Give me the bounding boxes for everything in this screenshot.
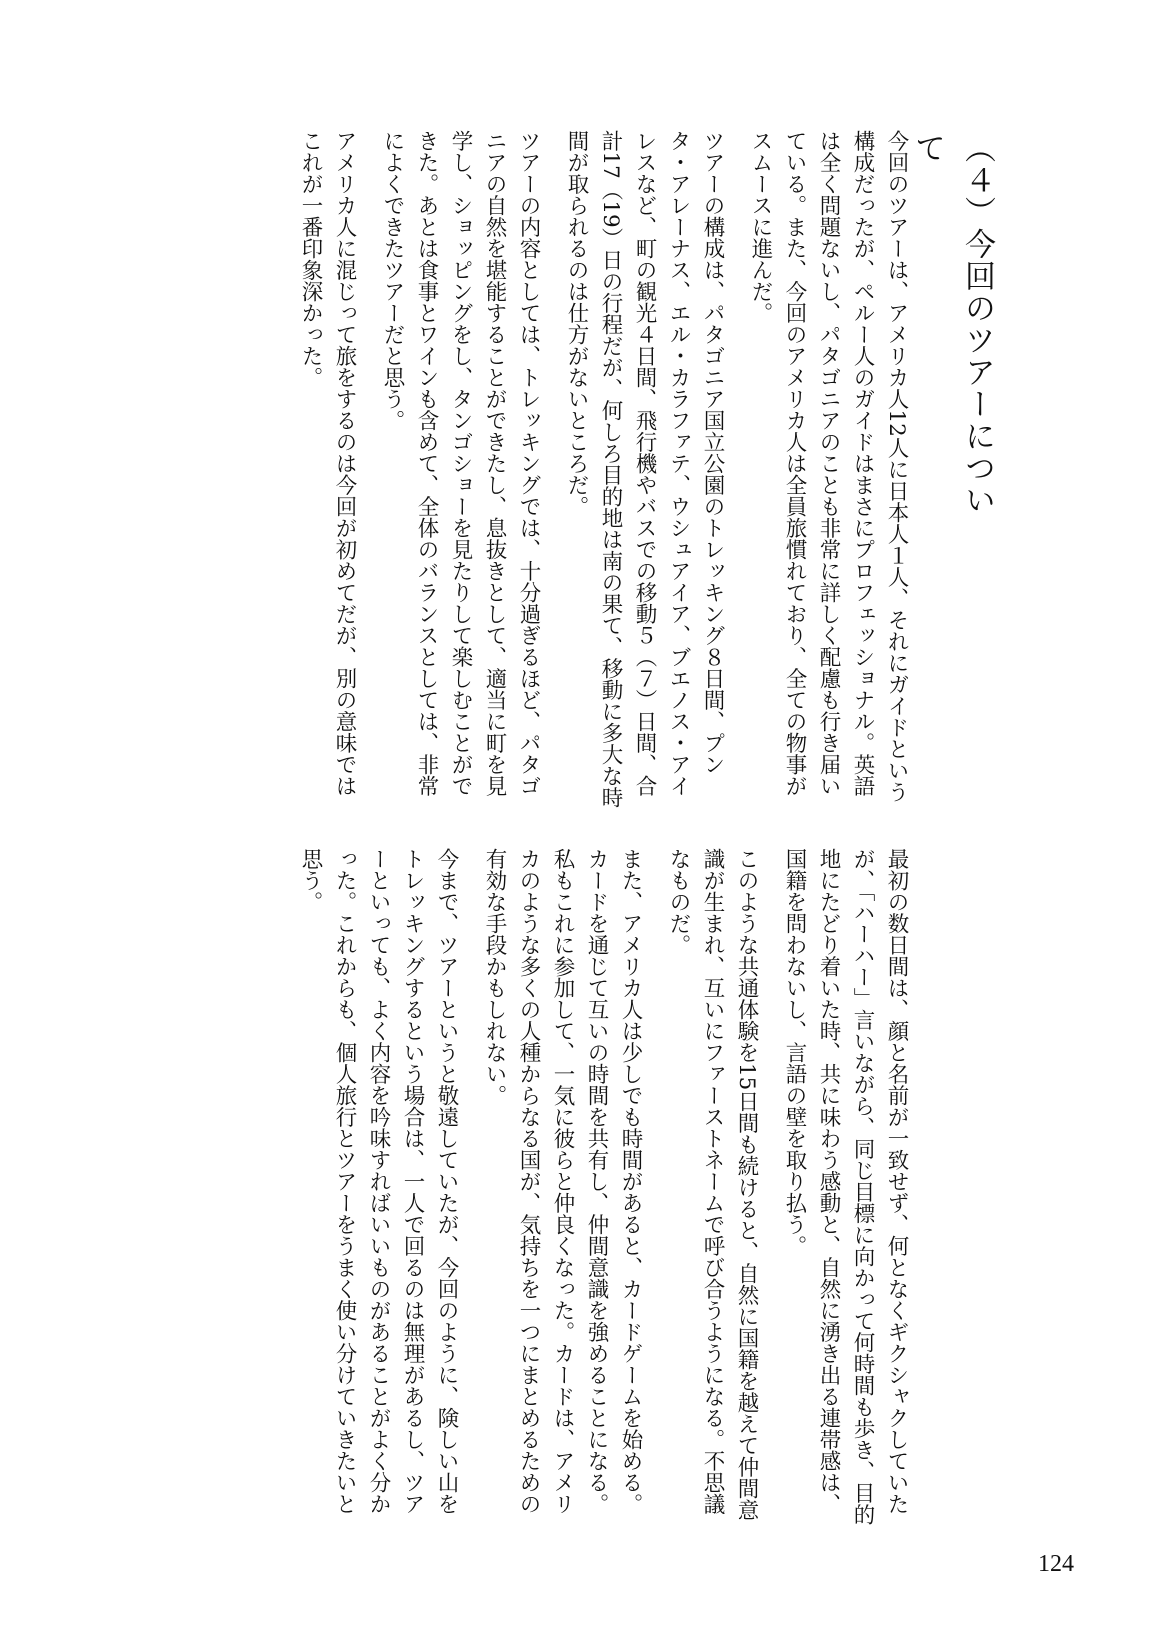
upper-text-block bbox=[279, 130, 913, 810]
paragraph: このような共通体験を15日間も続けると、自然に国籍を越えて仲間意識が生まれ、互いにファーストネームで呼び合うようになる。不思議なものだ。 bbox=[666, 848, 759, 1521]
paragraph: 今まで、ツアーというと敬遠していたが、今回のように、険しい山をトレッキングするという場合は、一人で回るのは無理があるし、ツアーといっても、よく内容を吟味すればいいものがあることがよく分かった。これからも、個人旅行とツアーをうまく使い分けていきたいと思う。 bbox=[298, 848, 459, 1515]
paragraph: ツアーの内容としては、トレッキングでは、十分過ぎるほど、パタゴニアの自然を堪能することができたし、息抜きとして、適当に町を見学し、ショッピングをし、タンゴショーを見たりして楽しむことができた。あとは食事とワインも含めて、全体のバランスとしては、非常によくできたツアーだと思う。 bbox=[380, 130, 541, 797]
paragraph: 最初の数日間は、顔と名前が一致せず、何となくギクシャクしていたが、「ハーハー」言いながら、同じ目標に向かって何時間も歩き、目的地にたどり着いた時、共に味わう感動と、自然に湧き出る連帯感は、国籍を問わないし、言語の壁を取り払う。 bbox=[782, 848, 909, 1526]
paragraph: 今回のツアーは、アメリカ人12人に日本人１人、それにガイドという構成だったが、ペルー人のガイドはまさにプロフェッショナル。英語は全く問題ないし、パタゴニアのことも非常に詳しく配慮も行き届いている。また、今回のアメリカ人は全員旅慣れており、全ての物事がスムースに進んだ。 bbox=[748, 130, 909, 803]
section-title: （４）今回のツアーについて bbox=[909, 132, 995, 516]
paragraph: アメリカ人に混じって旅をするのは今回が初めてだが、別の意味ではこれが一番印象深かった。 bbox=[298, 130, 357, 797]
page-number: 124 bbox=[1038, 1551, 1074, 1577]
paragraph: ツアーの構成は、パタゴニア国立公園のトレッキング８日間、プンタ・アレーナス、エル・カラファテ、ウシュアイア、ブエノス・アイレスなど、町の観光４日間、飛行機やバスでの移動５（７）日間、合計17（19）日の行程だが、何しろ目的地は南の果て、移動に多大な時間が取られるのは仕方がないところだ。 bbox=[564, 130, 725, 809]
lower-text-block bbox=[279, 848, 913, 1528]
paragraph: また、アメリカ人は少しでも時間があると、カードゲームを始める。カードを通じて互いの時間を共有し、仲間意識を強めることになる。私もこれに参加して、一気に彼らと仲良くなった。カードは、アメリカのような多くの人種からなる国が、気持ちを一つにまとめるための有効な手段かもしれない。 bbox=[482, 848, 643, 1515]
